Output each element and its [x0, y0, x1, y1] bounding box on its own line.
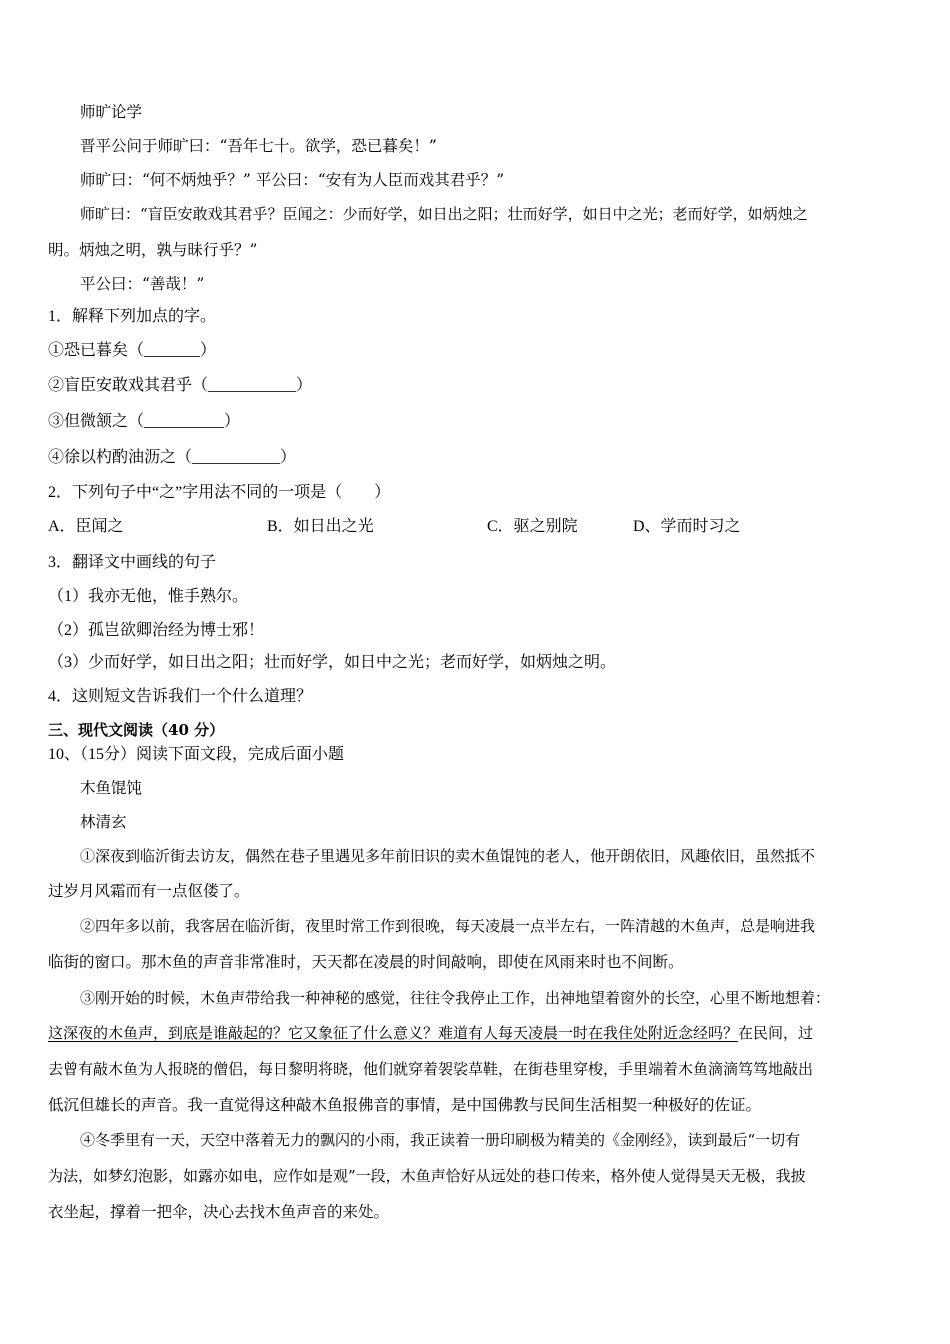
article-paragraph-continued: 临街的窗口。那木鱼的声音非常准时，天天都在凌晨的时间敲响，即使在风雨来时也不间断。 [48, 953, 684, 971]
passage-paragraph: 师旷曰：“何不炳烛乎？” 平公曰：“安有为人臣而戏其君乎？” [80, 171, 505, 189]
passage-paragraph: 师旷曰：“盲臣安敢戏其君乎？臣闻之：少而好学，如日出之阳；壮而好学，如日中之光；老而好学，如炳烛之 [80, 205, 808, 223]
question-1-item: ①恐已暮矣（_______） [48, 342, 217, 359]
article-text: 在民间，过 [738, 1024, 814, 1042]
question-4: 4．这则短文告诉我们一个什么道理？ [48, 688, 313, 705]
article-paragraph-continued: 衣坐起，撑着一把伞，决心去找木鱼声音的来处。 [48, 1203, 390, 1221]
question-2-option-b: B．如日出之光 [267, 518, 374, 535]
article-paragraph: ③刚开始的时候，木鱼声带给我一种神秘的感觉，往往令我停止工作，出神地望着窗外的长空，心里不断地想着： [80, 989, 831, 1007]
question-1-item: ②盲臣安敢戏其君乎（___________） [48, 377, 313, 394]
passage-title: 师旷论学 [80, 103, 143, 121]
article-paragraph-continued: 过岁月风霜而有一点伛偻了。 [48, 882, 250, 900]
passage-paragraph: 平公曰：“善哉！” [80, 275, 205, 293]
article-author: 林清玄 [80, 813, 127, 831]
article-title: 木鱼馄饨 [80, 779, 143, 797]
article-paragraph: ④冬季里有一天，天空中落着无力的飘闪的小雨，我正读着一册印刷极为精美的《金刚经》，读到最后“一切有 [80, 1131, 801, 1149]
question-1-item: ③但微颔之（__________） [48, 413, 241, 430]
question-2-option-c: C．驱之别院 [487, 518, 578, 535]
article-paragraph-continued [48, 1023, 813, 1043]
underlined-sentence: 这深夜的木鱼声，到底是谁敲起的？它又象征了什么意义？难道有人每天凌晨一时在我住处附近念经吗？ [48, 1024, 739, 1042]
question-3-item: （3）少而好学，如日出之阳；壮而好学，如日中之光；老而好学，如炳烛之明。 [48, 654, 617, 671]
question-1: 1．解释下列加点的字。 [48, 308, 217, 325]
question-1-item: ④徐以杓酌油沥之（___________） [48, 449, 297, 466]
article-paragraph-continued: 低沉但雄长的声音。我一直觉得这种敲木鱼报佛音的事情，是中国佛教与民间生活相契一种极好的佐证。 [48, 1096, 762, 1114]
section-heading: 三、现代文阅读（40 分） [48, 721, 225, 739]
article-paragraph-continued: 去曾有敲木鱼为人报晓的僧侣，每日黎明将晓，他们就穿着袈裟草鞋，在街巷里穿梭，手里端着木鱼滴滴笃笃地敲出 [48, 1060, 814, 1078]
question-2-option-d: D、学而时习之 [633, 518, 741, 535]
question-3-item: （1）我亦无他，惟手熟尔。 [48, 588, 249, 605]
question-3: 3．翻译文中画线的句子 [48, 554, 217, 571]
article-paragraph: ①深夜到临沂街去访友，偶然在巷子里遇见多年前旧识的卖木鱼馄饨的老人，他开朗依旧，风趣依旧，虽然抵不 [80, 847, 816, 865]
question-2-option-a: A．臣闻之 [48, 518, 124, 535]
question-10: 10、（15分）阅读下面文段，完成后面小题 [48, 746, 345, 763]
passage-paragraph: 晋平公问于师旷曰：“吾年七十。欲学，恐已暮矣！” [80, 137, 437, 155]
article-paragraph-continued: 为法，如梦幻泡影，如露亦如电，应作如是观”一段，木鱼声恰好从远处的巷口传来，格外使人觉得昊天无极，我披 [48, 1167, 806, 1185]
question-2: 2．下列句子中“之”字用法不同的一项是（ ） [48, 484, 391, 501]
article-paragraph: ②四年多以前，我客居在临沂街，夜里时常工作到很晚，每天凌晨一点半左右，一阵清越的木鱼声，总是响进我 [80, 917, 816, 935]
question-3-item: （2）孤岂欲卿治经为博士邪！ [48, 622, 265, 639]
passage-paragraph-continued: 明。炳烛之明，孰与昧行乎？” [48, 241, 258, 259]
